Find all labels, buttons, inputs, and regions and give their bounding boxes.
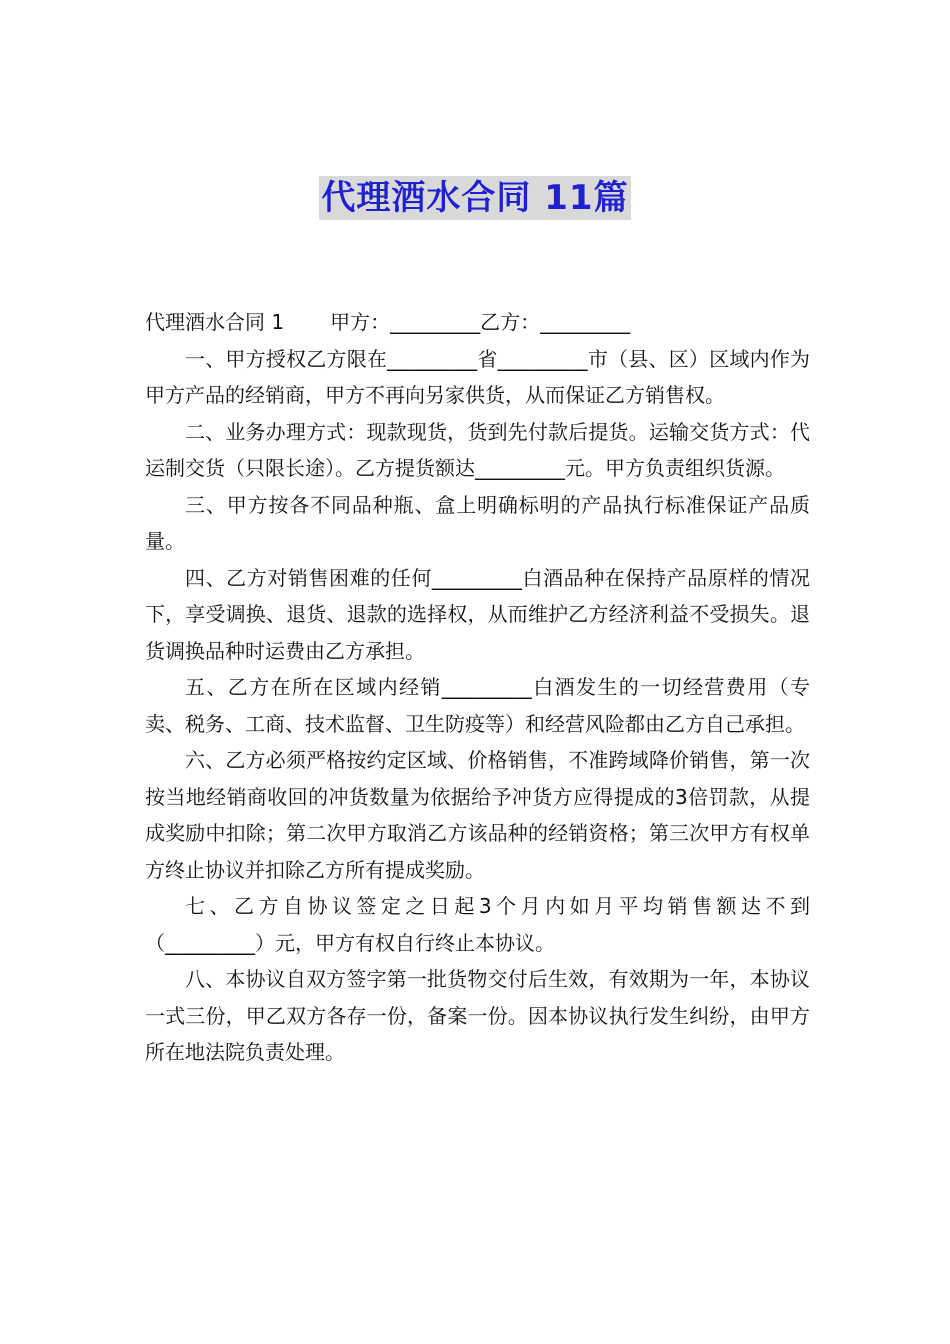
clause-7: 七、乙方自协议签定之日起3个月内如月平均销售额达不到（_________）元，甲方有权自行终止本协议。 <box>145 894 810 955</box>
party-a-field: 甲方：_________ <box>330 310 481 334</box>
document-title: 代理酒水合同 11篇 <box>321 178 629 218</box>
clause-1: 一、甲方授权乙方限在_________省_________市（县、区）区域内作为甲方产品的经销商，甲方不再向另家供货，从而保证乙方销售权。 <box>145 346 810 407</box>
clause-3: 三、甲方按各不同品种瓶、盒上明确标明的产品执行标准保证产品质量。 <box>145 492 810 553</box>
party-b-field: 乙方：_________ <box>480 310 631 334</box>
contract-header-line <box>145 304 810 341</box>
clause-5: 五、乙方在所在区域内经销_________白酒发生的一切经营费用（专卖、税务、工商、技术监督、卫生防疫等）和经营风险都由乙方自己承担。 <box>145 675 810 736</box>
clause-2: 二、业务办理方式：现款现货，货到先付款后提货。运输交货方式：代运制交货（只限长途）。乙方提货额达_________元。甲方负责组织货源。 <box>145 419 810 480</box>
title-container <box>0 176 950 220</box>
clause-8: 八、本协议自双方签字第一批货物交付后生效，有效期为一年，本协议一式三份，甲乙双方各存一份，备案一份。因本协议执行发生纠纷，由甲方所在地法院负责处理。 <box>145 967 810 1064</box>
document-body <box>145 304 810 1071</box>
clause-6: 六、乙方必须严格按约定区域、价格销售，不准跨域降价销售，第一次按当地经销商收回的冲货数量为依据给予冲货方应得提成的3倍罚款，从提成奖励中扣除；第二次甲方取消乙方该品种的经销资格；第三次甲方有权单方终止协议并扣除乙方所有提成奖励。 <box>145 748 810 882</box>
clause-4: 四、乙方对销售困难的任何_________白酒品种在保持产品原样的情况下，享受调换、退货、退款的选择权，从而维护乙方经济利益不受损失。退货调换品种时运费由乙方承担。 <box>145 565 810 663</box>
contract-label: 代理酒水合同 1 <box>145 310 285 334</box>
